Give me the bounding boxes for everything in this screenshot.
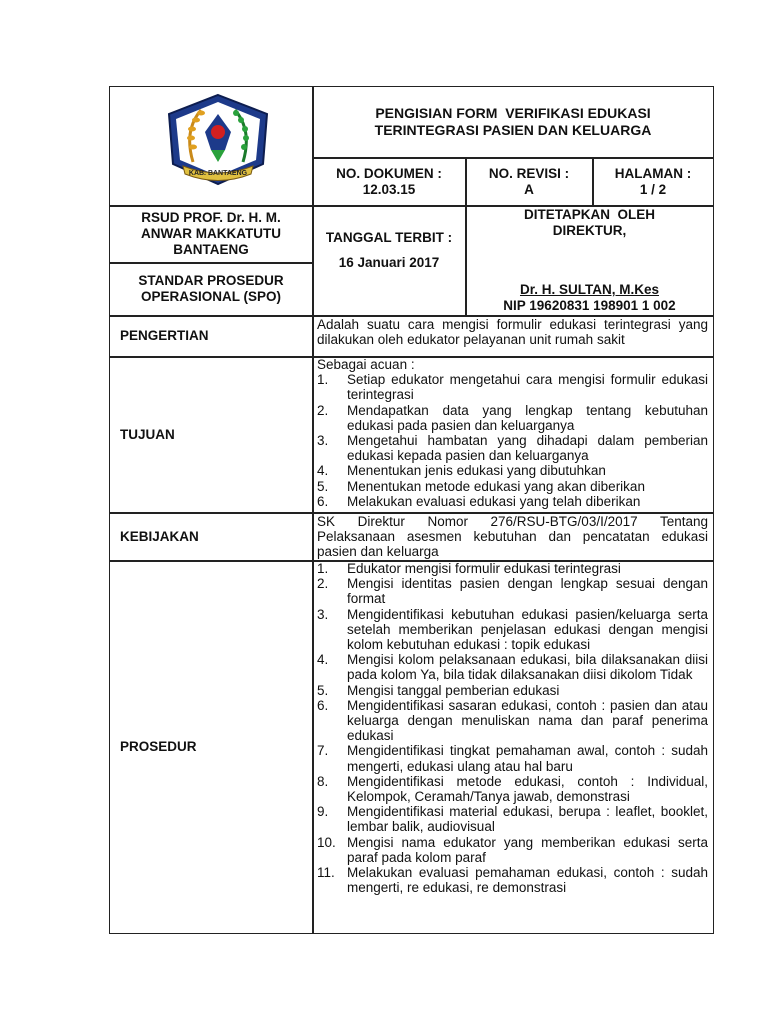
tujuan-intro: Sebagai acuan :: [317, 357, 415, 372]
halaman-cell: [593, 158, 713, 205]
ditetapkan-line-2: DIREKTUR,: [552, 223, 627, 238]
halaman-value: 1 / 2: [639, 181, 667, 197]
no-dokumen-value: 12.03.15: [362, 181, 416, 197]
no-revisi-value: A: [524, 181, 534, 197]
pengertian-text: [317, 317, 708, 347]
tanggal-terbit-cell: [313, 230, 465, 280]
title-line-1: PENGISIAN FORM VERIFIKASI EDUKASI: [375, 105, 651, 121]
list-item: 4. Mengisi kolom pelaksanaan edukasi, bila dilaksanakan diisi pada kolom Ya, bila tidak dilaksanakan diisi dikolom Tidak: [317, 652, 708, 683]
no-dokumen-cell: [313, 158, 465, 205]
document-title: [313, 87, 713, 157]
list-item: 9. Mengidentifikasi material edukasi, berupa : leaflet, booklet, lembar balik, audiovisual: [317, 804, 708, 835]
list-item: 8. Mengidentifikasi metode edukasi, contoh : Individual, Kelompok, Ceramah/Tanya jawab, demonstrasi: [317, 773, 708, 805]
prosedur-list: [317, 561, 708, 895]
pengertian-paragraph: Adalah suatu cara mengisi formulir edukasi terintegrasi yang dilakukan oleh edukator pelayanan unit rumah sakit: [317, 317, 708, 348]
tujuan-content: [317, 357, 708, 509]
prosedur-label: PROSEDUR: [120, 739, 197, 754]
list-item: 1. Edukator mengisi formulir edukasi terintegrasi: [317, 561, 621, 576]
tanggal-terbit-label: TANGGAL TERBIT :: [325, 230, 453, 245]
list-item: 3. Mengidentifikasi kebutuhan edukasi pasien/keluarga serta setelah memberikan penjelasan edukasi dengan mengisi kolom kebutuhan edukasi : topik edukasi: [317, 606, 708, 653]
ditetapkan-line-1: DITETAPKAN OLEH: [524, 207, 655, 222]
halaman-label: HALAMAN :: [614, 165, 692, 181]
logo-motto: KAB. BANTAENG: [188, 170, 248, 177]
no-revisi-label: NO. REVISI :: [488, 165, 570, 181]
kebijakan-paragraph: SK Direktur Nomor 276/RSU-BTG/03/I/2017 Tentang Pelaksanaan asesmen kebutuhan dan pencatatan edukasi pasien dan keluarga: [317, 514, 708, 560]
spo-line-1: STANDAR PROSEDUR: [138, 273, 284, 288]
no-revisi-cell: [466, 158, 592, 205]
tujuan-list: [317, 372, 708, 509]
list-item: 1. Setiap edukator mengetahui cara mengisi formulir edukasi terintegrasi: [317, 372, 708, 403]
kebijakan-text: [317, 514, 708, 560]
hospital-line-3: BANTAENG: [173, 242, 249, 257]
kebijakan-label: KEBIJAKAN: [120, 528, 199, 544]
tujuan-label: TUJUAN: [120, 426, 175, 442]
list-item: 6. Melakukan evaluasi edukasi yang telah diberikan: [317, 493, 641, 509]
hospital-name: [110, 206, 312, 262]
list-item: 4. Menentukan jenis edukasi yang dibutuhkan: [317, 463, 606, 479]
title-line-2: TERINTEGRASI PASIEN DAN KELUARGA: [374, 122, 652, 138]
list-item: 2. Mendapatkan data yang lengkap tentang kebutuhan edukasi pada pasien dan keluarganya: [317, 402, 708, 433]
list-item: 5. Mengisi tanggal pemberian edukasi: [317, 682, 560, 698]
director-name: Dr. H. SULTAN, M.Kes: [519, 282, 659, 297]
rule: [312, 86, 314, 934]
prosedur-content: [317, 561, 708, 895]
list-item: 2. Mengisi identitas pasien dengan lengkap sesuai dengan format: [317, 576, 708, 607]
no-dokumen-label: NO. DOKUMEN :: [336, 165, 442, 181]
list-item: 7. Mengidentifikasi tingkat pemahaman awal, contoh : sudah mengerti, edukasi ulang atau hal baru: [317, 743, 708, 774]
list-item: 3. Mengetahui hambatan yang dihadapi dalam pemberian edukasi kepada pasien dan keluarganya: [317, 433, 708, 464]
list-item: 5. Menentukan metode edukasi yang akan diberikan: [317, 478, 645, 494]
hospital-line-2: ANWAR MAKKATUTU: [141, 226, 281, 241]
director-signature: [466, 282, 713, 314]
list-item: 11. Melakukan evaluasi pemahaman edukasi, contoh : sudah mengerti, re edukasi, re demonstrasi: [317, 865, 708, 896]
regency-logo: [163, 92, 273, 187]
pengertian-label: PENGERTIAN: [120, 328, 209, 343]
spo-line-2: OPERASIONAL (SPO): [140, 289, 282, 304]
ditetapkan-cell: [466, 207, 713, 241]
list-item: 6. Mengidentifikasi sasaran edukasi, contoh : pasien dan atau keluarga dengan menuliskan nama dan paraf penerima edukasi: [317, 697, 708, 744]
hospital-line-1: RSUD PROF. Dr. H. M.: [141, 210, 281, 225]
director-nip: NIP 19620831 198901 1 002: [503, 298, 676, 313]
spo-title: [110, 263, 312, 315]
list-item: 10. Mengisi nama edukator yang memberikan edukasi serta paraf pada kolom paraf: [317, 834, 708, 865]
tanggal-terbit-value: 16 Januari 2017: [338, 255, 440, 270]
